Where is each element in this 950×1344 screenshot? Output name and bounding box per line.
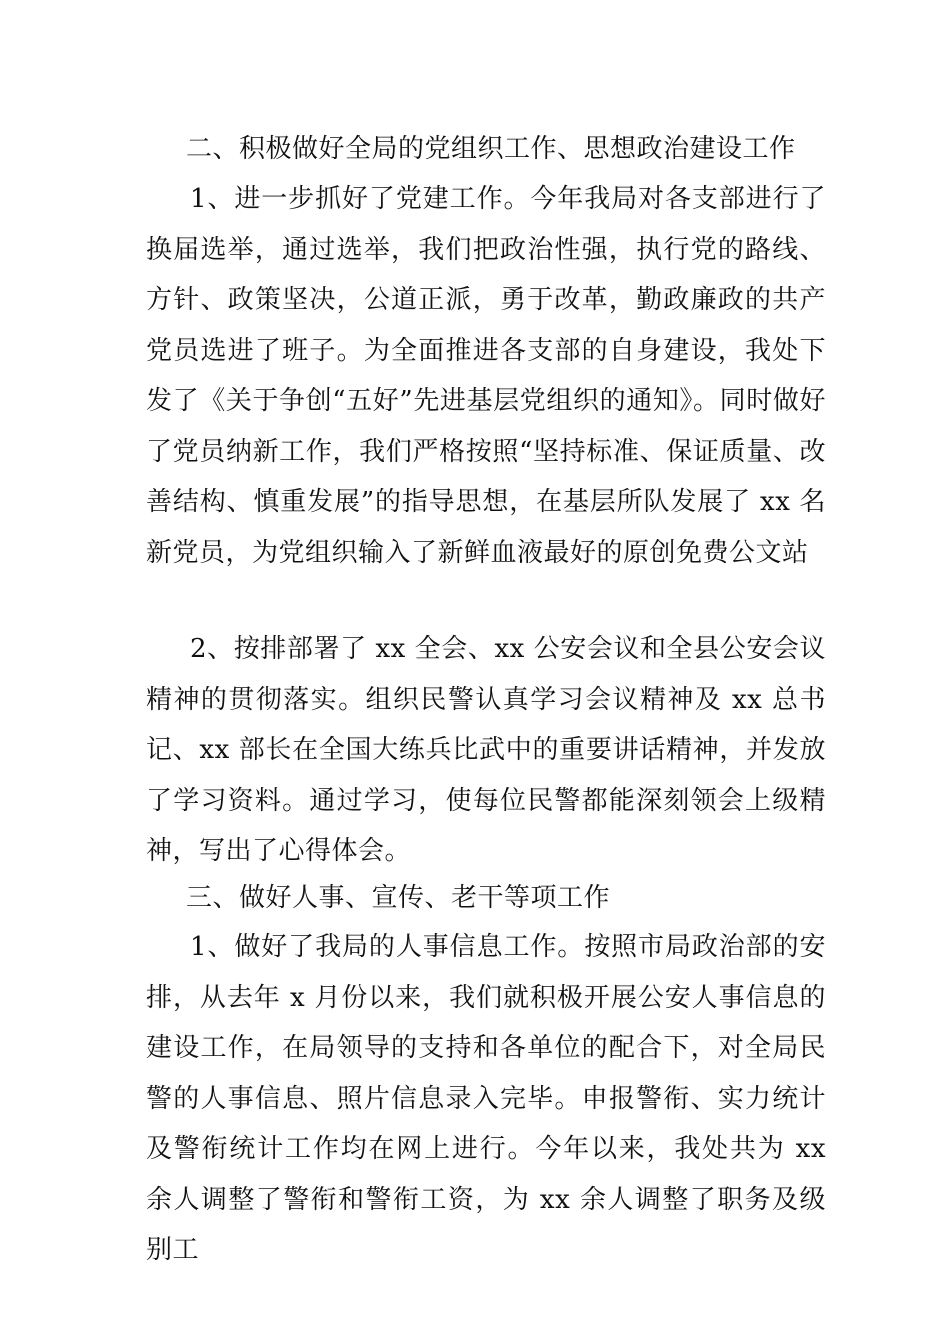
section-heading-3: 三、做好人事、宣传、老干等项工作	[186, 883, 611, 913]
paragraph-party-building: 1、进一步抓好了党建工作。今年我局对各支部进行了换届选举，通过选举，我们把政治性强，执行党的路线、方针、政策坚决，公道正派，勇于改革，勤政廉政的共产党员选进了班子。为全面推进各支部的自身建设，我处下发了《关于争创“五好”先进基层党组织的通知》。同时做好了党员纳新工作，我们严格按照“坚持标准、保证质量、改善结构、慎重发展”的指导思想，在基层所队发展了 xx 名新党员，为党组织输入了新鲜血液最好的原创免费公文站	[146, 184, 826, 568]
section-heading-2: 二、积极做好全局的党组织工作、思想政治建设工作	[186, 134, 796, 164]
paragraph-personnel-info: 1、做好了我局的人事信息工作。按照市局政治部的安排，从去年 x 月份以来，我们就积极开展公安人事信息的建设工作，在局领导的支持和各单位的配合下，对全局民警的人事信息、照片信息录入完毕。申报警衔、实力统计及警衔统计工作均在网上进行。今年以来，我处共为 xx 余人调整了警衔和警衔工资，为 xx 余人调整了职务及级别工	[146, 932, 826, 1265]
paragraph-meeting-implementation: 2、按排部署了 xx 全会、xx 公安会议和全县公安会议精神的贯彻落实。组织民警认真学习会议精神及 xx 总书记、xx 部长在全国大练兵比武中的重要讲话精神，并发放了学习资料。通过学习，使每位民警都能深刻领会上级精神，写出了心得体会。	[146, 634, 826, 866]
